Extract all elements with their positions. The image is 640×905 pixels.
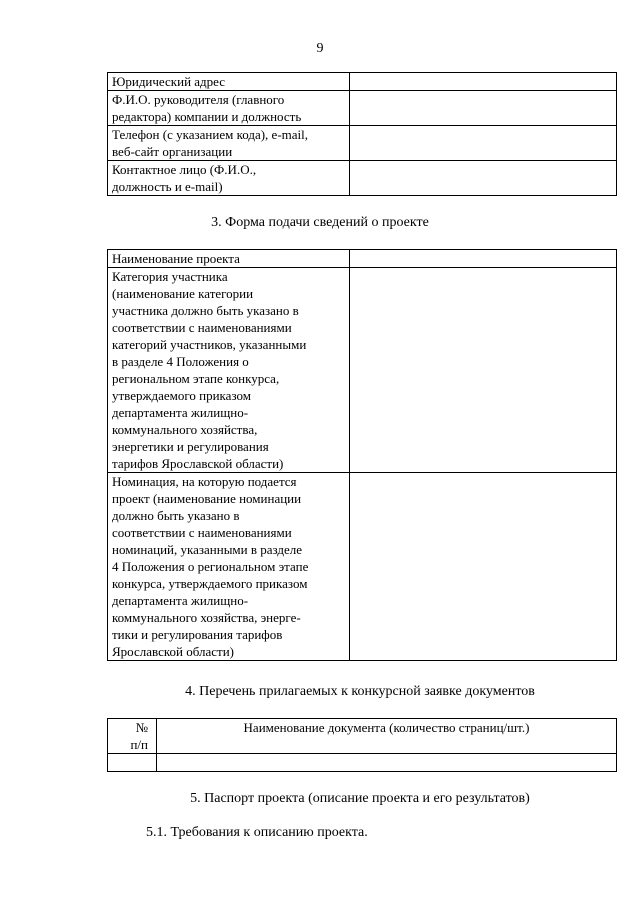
- table-cell-label: [108, 91, 350, 126]
- cell-line: департамента жилищно-: [112, 405, 249, 420]
- table-row: [108, 161, 617, 196]
- cell-line: в разделе 4 Положения о: [112, 354, 249, 369]
- table-row: [108, 754, 617, 772]
- table-cell-label: [108, 250, 350, 268]
- cell-line: Телефон (с указанием кода), e-mail,: [112, 127, 309, 142]
- cell-line: проект (наименование номинации: [112, 491, 302, 506]
- section5-subtitle: 5.1. Требования к описанию проекта.: [146, 825, 368, 840]
- table-row: [108, 250, 617, 268]
- cell-line: п/п: [130, 737, 148, 752]
- table-cell-label: [108, 126, 350, 161]
- cell-line: Юридический адрес: [112, 74, 226, 89]
- table-cell-value[interactable]: [350, 91, 617, 126]
- table-cell-label: [108, 473, 350, 661]
- table-cell-docname[interactable]: [157, 754, 617, 772]
- section4-title: 4. Перечень прилагаемых к конкурсной заявке документов: [185, 684, 535, 699]
- table-cell-label: [108, 73, 350, 91]
- cell-line: номинаций, указанными в разделе: [112, 542, 303, 557]
- page-number: 9: [316, 41, 324, 56]
- cell-line: (наименование категории: [112, 286, 254, 301]
- cell-line: региональном этапе конкурса,: [112, 371, 280, 386]
- cell-line: энергетики и регулирования: [112, 439, 269, 454]
- table-row: [108, 126, 617, 161]
- cell-line: тики и регулирования тарифов: [112, 627, 283, 642]
- cell-line: участника должно быть указано в: [112, 303, 299, 318]
- cell-line: Категория участника: [112, 269, 228, 284]
- table-header-num: [108, 719, 157, 754]
- cell-line: 4 Положения о региональном этапе: [112, 559, 309, 574]
- cell-line: коммунального хозяйства,: [112, 422, 258, 437]
- cell-line: соответствии с наименованиями: [112, 320, 292, 335]
- cell-line: Номинация, на которую подается: [112, 474, 297, 489]
- cell-line: департамента жилищно-: [112, 593, 249, 608]
- table-row: [108, 73, 617, 91]
- cell-line: редактора) компании и должность: [112, 109, 302, 124]
- table-row: [108, 268, 617, 473]
- cell-line: Контактное лицо (Ф.И.О.,: [112, 162, 257, 177]
- cell-line: Наименование проекта: [112, 251, 240, 266]
- section5-title: 5. Паспорт проекта (описание проекта и его результатов): [190, 791, 530, 806]
- cell-line: соответствии с наименованиями: [112, 525, 292, 540]
- table-cell-value[interactable]: [350, 126, 617, 161]
- table-cell-value[interactable]: [350, 161, 617, 196]
- table-header-docname: Наименование документа (количество страниц/шт.): [157, 719, 617, 754]
- documents-table: [107, 718, 617, 772]
- table-cell-label: [108, 268, 350, 473]
- table-row: [108, 91, 617, 126]
- cell-line: должность и e-mail): [112, 179, 223, 194]
- cell-line: утверждаемого приказом: [112, 388, 251, 403]
- cell-line: категорий участников, указанными: [112, 337, 307, 352]
- table-cell-num[interactable]: [108, 754, 157, 772]
- cell-line: тарифов Ярославской области): [112, 456, 284, 471]
- cell-line: веб-сайт организации: [112, 144, 233, 159]
- company-info-table: [107, 72, 617, 196]
- cell-line: конкурса, утверждаемого приказом: [112, 576, 308, 591]
- table-cell-value[interactable]: [350, 250, 617, 268]
- table-cell-value[interactable]: [350, 473, 617, 661]
- cell-line: Ф.И.О. руководителя (главного: [112, 92, 285, 107]
- cell-line: №: [135, 720, 148, 735]
- cell-line: Ярославской области): [112, 644, 235, 659]
- cell-line: должно быть указано в: [112, 508, 240, 523]
- section3-title: 3. Форма подачи сведений о проекте: [211, 215, 429, 230]
- cell-line: коммунального хозяйства, энерге-: [112, 610, 301, 625]
- table-header-row: [108, 719, 617, 754]
- table-cell-value[interactable]: [350, 73, 617, 91]
- table-cell-value[interactable]: [350, 268, 617, 473]
- project-info-table: [107, 249, 617, 661]
- table-row: [108, 473, 617, 661]
- table-cell-label: [108, 161, 350, 196]
